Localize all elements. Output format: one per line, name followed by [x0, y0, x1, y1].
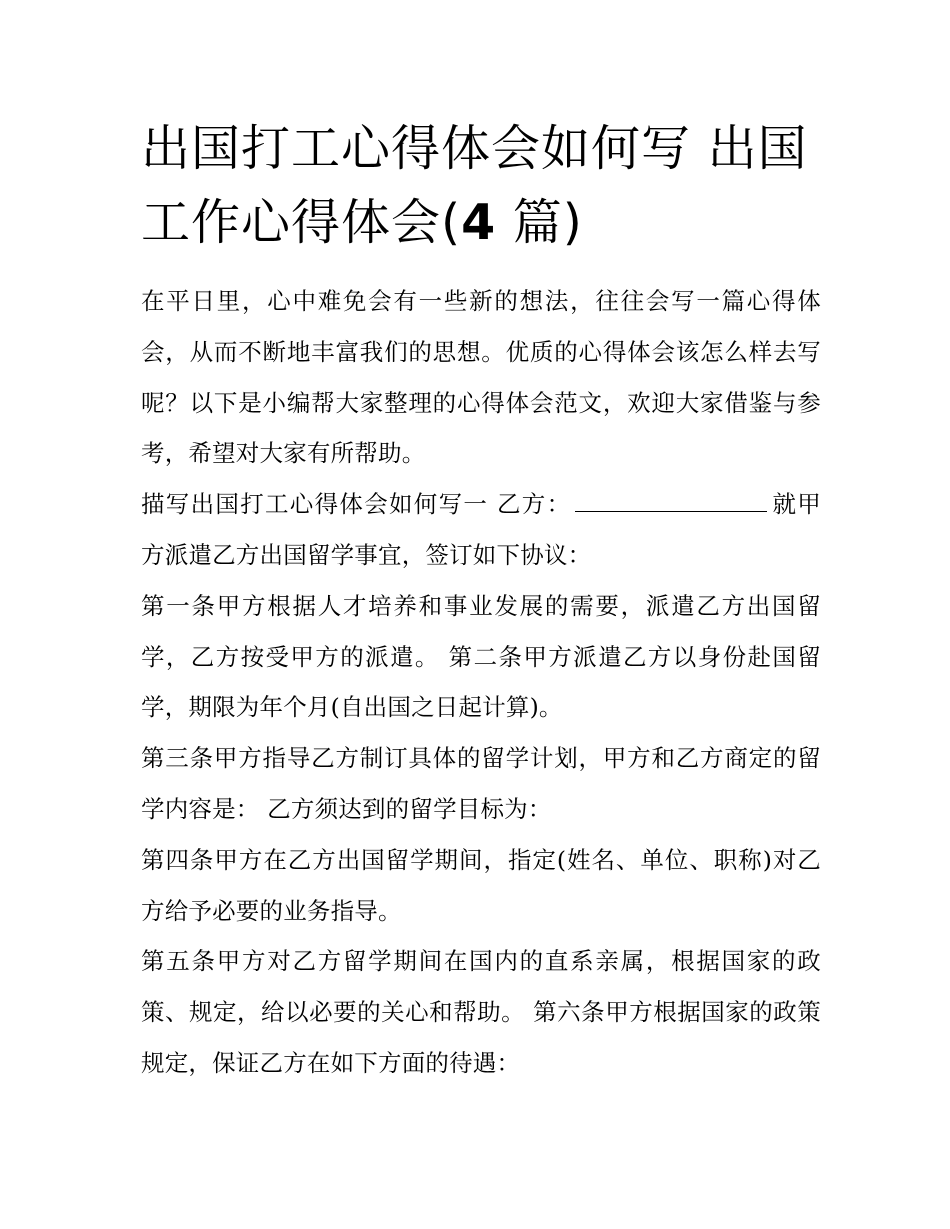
- document-page: [141, 112, 821, 1089]
- document-title: [141, 112, 821, 260]
- article-4-paragraph: 第四条甲方在乙方出国留学期间，指定(姓名、单位、职称)对乙方给予必要的业务指导。: [141, 845, 821, 925]
- title-line-2a: 工作心得体会(: [141, 194, 462, 251]
- title-line-1: 出国打工心得体会如何写 出国: [141, 120, 808, 177]
- article-1-2-paragraph: 第一条甲方根据人才培养和事业发展的需要，派遣乙方出国留学，乙方按受甲方的派遣。 第二条甲方派遣乙方以身份赴国留学，期限为年个月(自出国之日起计算)。: [141, 591, 821, 722]
- agreement-intro-after: 就甲方派遣乙方出国留学事宜，签订如下协议：: [141, 490, 821, 569]
- article-3-paragraph: 第三条甲方指导乙方制订具体的留学计划，甲方和乙方商定的留学内容是： 乙方须达到的留学目标为：: [141, 744, 821, 823]
- agreement-intro-paragraph: [141, 479, 821, 581]
- agreement-intro-before: 描写出国打工心得体会如何写一 乙方：: [141, 490, 572, 519]
- article-5-6-paragraph: 第五条甲方对乙方留学期间在国内的直系亲属，根据国家的政策、规定，给以必要的关心和帮助。 第六条甲方根据国家的政策规定，保证乙方在如下方面的待遇：: [141, 947, 821, 1077]
- title-line-2b: 篇): [496, 194, 583, 251]
- title-number: 4: [461, 194, 497, 251]
- party-b-blank-line: [575, 489, 767, 512]
- document-body: [141, 276, 821, 1089]
- intro-paragraph: 在平日里，心中难免会有一些新的想法，往往会写一篇心得体会，从而不断地丰富我们的思想。优质的心得体会该怎么样去写呢？以下是小编帮大家整理的心得体会范文，欢迎大家借鉴与参考，希望对大家有所帮助。: [141, 287, 821, 468]
